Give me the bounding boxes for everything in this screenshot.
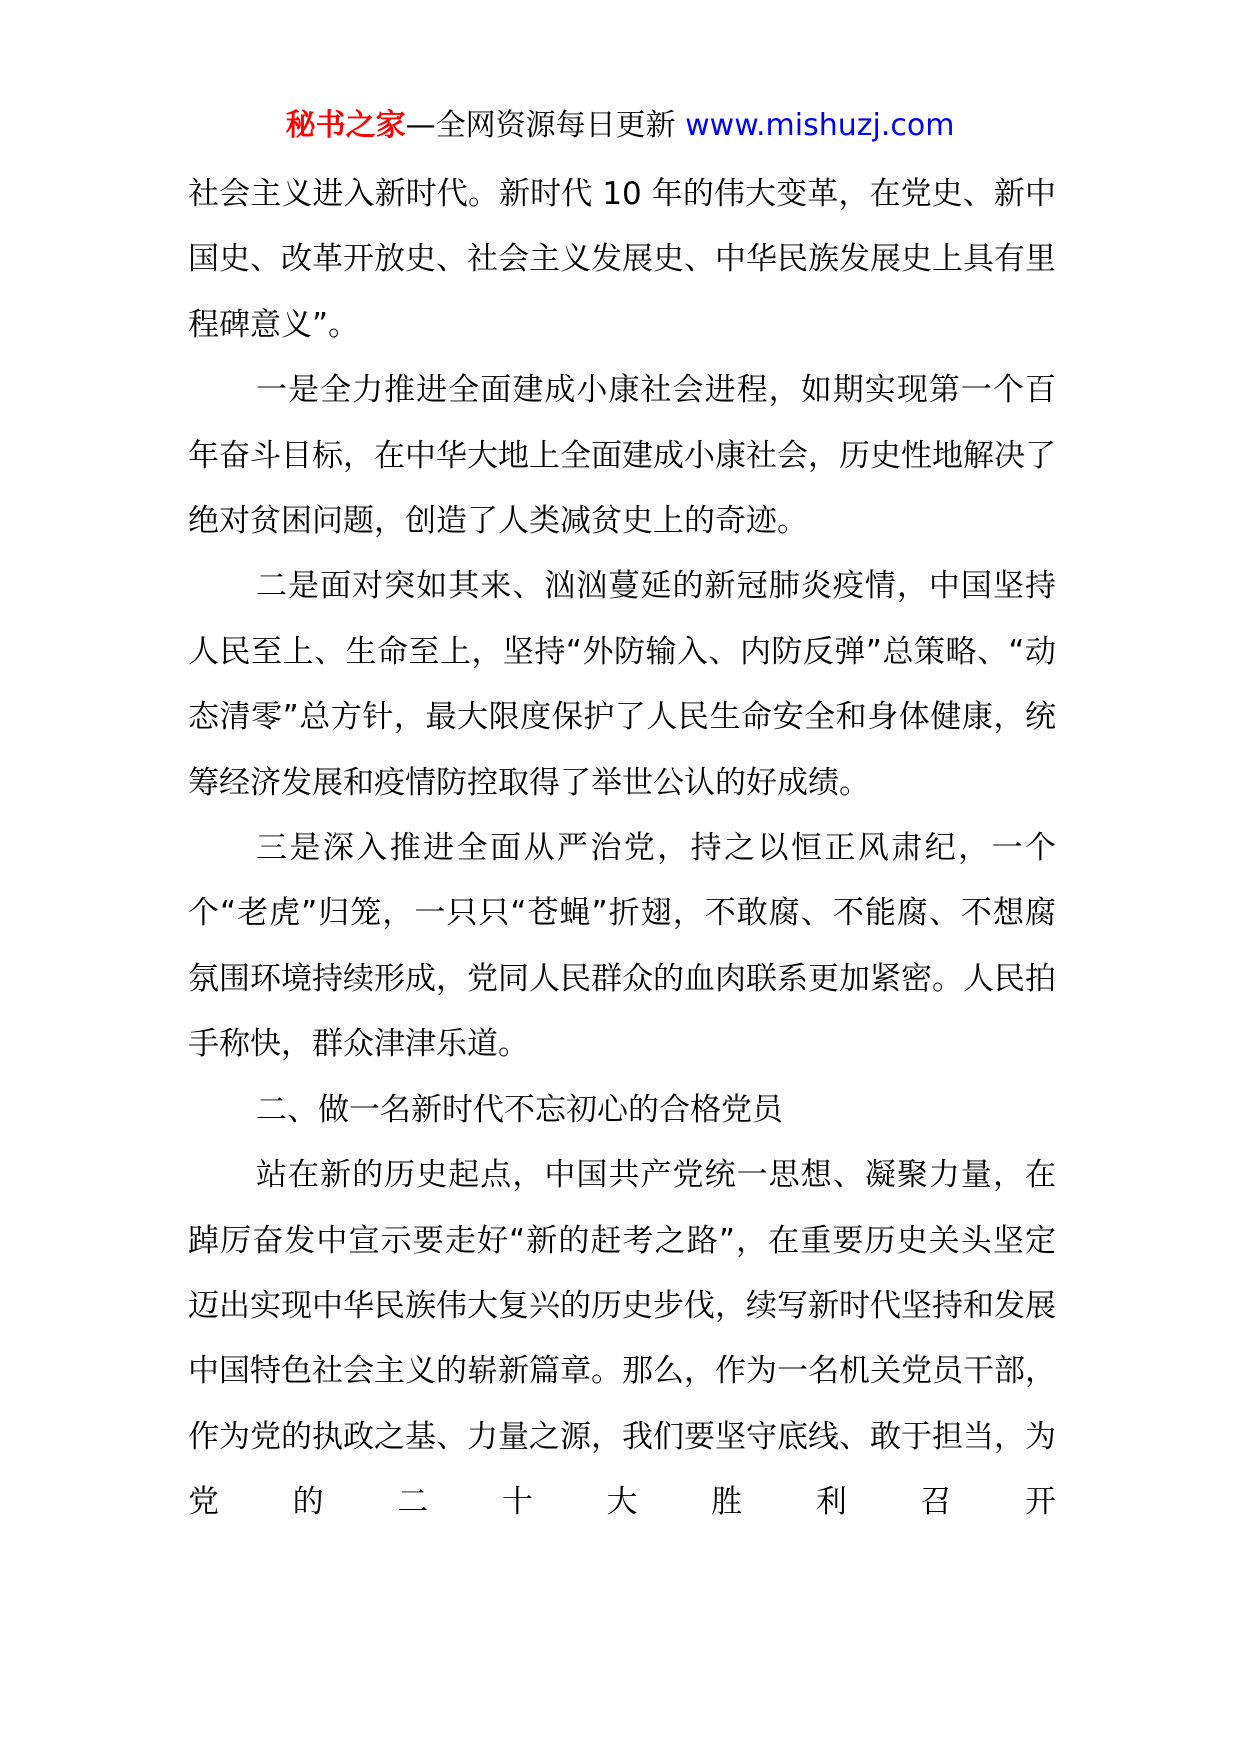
paragraph-continuation: 社会主义进入新时代。新时代 10 年的伟大变革，在党史、新中国史、改革开放史、社会主义发展史、中华民族发展史上具有里程碑意义”。 (188, 176, 1056, 343)
site-tagline: —全网资源每日更新 (405, 108, 686, 143)
paragraph-point-three: 三是深入推进全面从严治党，持之以恒正风肃纪，一个个“老虎”归笼，一只只“苍蝇”折翅，不敢腐、不能腐、不想腐氛围环境持续形成，党同人民群众的血肉联系更加紧密。人民拍手称快，群众津津乐道。 (188, 830, 1056, 1063)
paragraph-point-two: 二是面对突如其来、汹汹蔓延的新冠肺炎疫情，中国坚持人民至上、生命至上，坚持“外防输入、内防反弹”总策略、“动态清零”总方针，最大限度保护了人民生命安全和身体健康，统筹经济发展和疫情防控取得了举世公认的好成绩。 (188, 568, 1056, 801)
paragraph-point-one: 一是全力推进全面建成小康社会进程，如期实现第一个百年奋斗目标，在中华大地上全面建成小康社会，历史性地解决了绝对贫困问题，创造了人类减贫史上的奇迹。 (188, 372, 1056, 540)
site-url-link[interactable]: www.mishuzj.com (685, 108, 955, 143)
site-header (0, 104, 1240, 148)
site-brand: 秘书之家 (285, 108, 406, 143)
paragraph-section-intro: 站在新的历史起点，中国共产党统一思想、凝聚力量，在踔厉奋发中宣示要走好“新的赶考之路”，在重要历史关头坚定迈出实现中华民族伟大复兴的历史步伐，续写新时代坚持和发展中国特色社会主义的崭新篇章。那么，作为一名机关党员干部，作为党的执政之基、力量之源，我们要坚守底线、敢于担当，为党的二十大胜利召开 (188, 1157, 1056, 1521)
document-body (188, 162, 1056, 1536)
section-heading: 二、做一名新时代不忘初心的合格党员 (256, 1091, 783, 1128)
